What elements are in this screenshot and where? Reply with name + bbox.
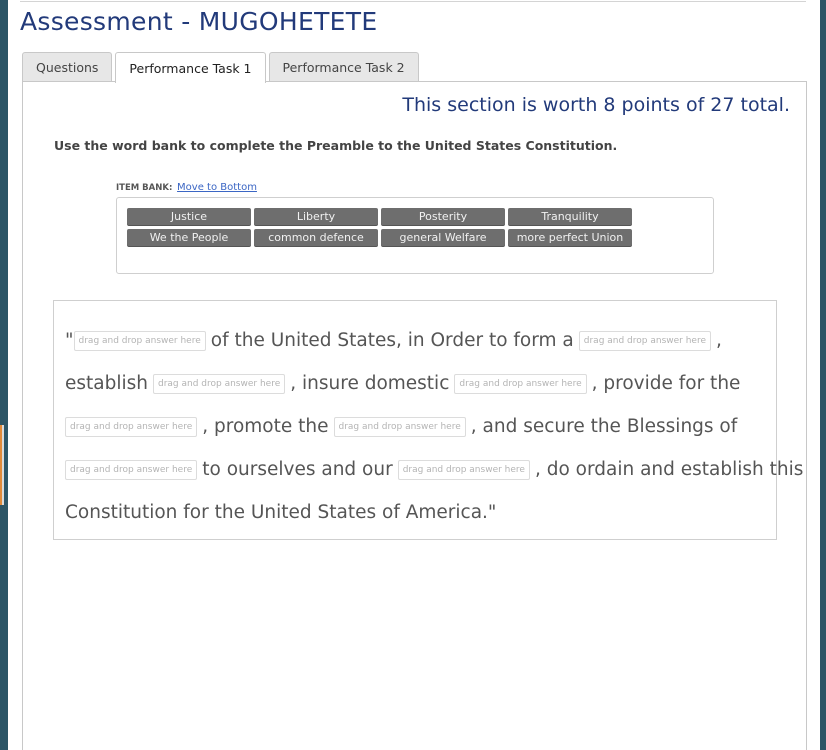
drop-zone-7[interactable]: drag and drop answer here (65, 460, 197, 480)
points-summary: This section is worth 8 points of 27 total. (402, 94, 790, 116)
item-bank-label: ITEM BANK: (116, 183, 173, 193)
bank-item-posterity[interactable]: Posterity (381, 208, 505, 225)
passage-text: , and secure the Blessings of (470, 415, 738, 437)
passage-text: of the United States, in Order to form a (210, 329, 574, 351)
bank-item-we-the-people[interactable]: We the People (127, 229, 251, 246)
item-bank-grid (127, 208, 632, 246)
tab-performance-task-2[interactable]: Performance Task 2 (269, 52, 419, 82)
top-divider (20, 1, 806, 2)
bank-item-justice[interactable]: Justice (127, 208, 251, 225)
passage-text: establish (65, 372, 148, 394)
passage-text: , do ordain and establish this (534, 458, 804, 480)
page-title: Assessment - MUGOHETETE (20, 7, 378, 36)
move-to-bottom-link[interactable]: Move to Bottom (177, 182, 257, 193)
bank-item-liberty[interactable]: Liberty (254, 208, 378, 225)
side-edge-marker (0, 425, 4, 505)
tab-questions[interactable]: Questions (22, 52, 112, 82)
passage-line-2 (65, 362, 765, 405)
drop-zone-4[interactable]: drag and drop answer here (454, 374, 586, 394)
item-bank (116, 197, 714, 274)
drop-zone-8[interactable]: drag and drop answer here (398, 460, 530, 480)
bank-item-more-perfect-union[interactable]: more perfect Union (508, 229, 632, 246)
bank-item-general-welfare[interactable]: general Welfare (381, 229, 505, 246)
tab-bar (22, 52, 419, 83)
opening-quote: " (65, 329, 74, 351)
passage-text: , (716, 329, 722, 351)
drop-zone-3[interactable]: drag and drop answer here (153, 374, 285, 394)
item-bank-header (116, 182, 257, 193)
drop-zone-6[interactable]: drag and drop answer here (334, 417, 466, 437)
passage-text: , promote the (202, 415, 329, 437)
question-instruction: Use the word bank to complete the Preamble to the United States Constitution. (54, 138, 618, 153)
passage-line-4 (65, 448, 804, 491)
drop-zone-5[interactable]: drag and drop answer here (65, 417, 197, 437)
task-panel (22, 81, 807, 750)
preamble-passage (53, 300, 804, 540)
drop-zone-1[interactable]: drag and drop answer here (74, 331, 206, 351)
passage-text: , insure domestic (290, 372, 450, 394)
passage-line-5 (65, 491, 765, 534)
tab-performance-task-1[interactable]: Performance Task 1 (115, 52, 265, 83)
passage-text: , provide for the (591, 372, 741, 394)
bank-item-common-defence[interactable]: common defence (254, 229, 378, 246)
page (8, 0, 820, 750)
drop-zone-2[interactable]: drag and drop answer here (579, 331, 711, 351)
passage-text: Constitution for the United States of America." (65, 501, 497, 523)
passage-line-1 (65, 319, 765, 362)
passage-text: to ourselves and our (202, 458, 393, 480)
passage-line-3 (65, 405, 765, 448)
bank-item-tranquility[interactable]: Tranquility (508, 208, 632, 225)
